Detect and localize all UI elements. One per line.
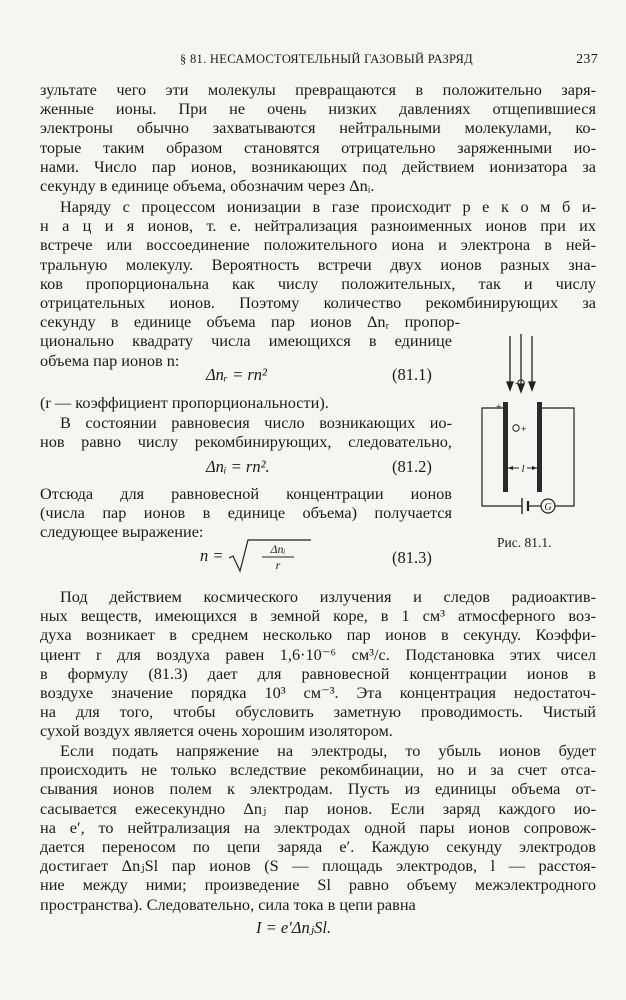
left-electrode <box>503 402 508 492</box>
svg-text:-: - <box>515 378 518 388</box>
text-line: дается переносом по цепи заряда e′. Каждую секунду электродов <box>40 836 596 856</box>
figure-caption: Рис. 81.1. <box>497 535 552 550</box>
text-line: отрицательных ионов. Поэтому количество рекомбинирующих за <box>40 292 596 312</box>
text-line: Наряду с процессом ионизации в газе происходит р е к о м б и- <box>60 197 596 216</box>
equation-current: I = e′ΔnⱼSl. <box>256 918 332 937</box>
dimension-label: l <box>521 463 525 475</box>
text-line: Отсюда для равновесной концентрации ионов <box>40 484 452 503</box>
text-line: сухой воздух является очень хорошим изолятором. <box>40 721 393 741</box>
text-line: в формулу (81.3) дает для равновесной концентрации ионов в <box>40 663 596 683</box>
paragraph-4 <box>40 484 452 542</box>
text-line: нами. Число пар ионов, возникающих под действием ионизатора за <box>40 156 596 176</box>
text-line: (числа пар ионов в единице объема) получается <box>40 503 452 523</box>
figure-81-1 <box>478 332 598 522</box>
minus-sign: − <box>550 403 557 415</box>
sqrt-symbol <box>228 538 312 574</box>
eq-lhs: Δnᵢ <box>206 457 227 476</box>
text-line: торые таким образом становятся отрицательно заряженными ио- <box>40 137 596 157</box>
paragraph-3 <box>40 413 452 451</box>
eq-rhs: = rn² <box>232 365 268 384</box>
text-line: Под действием космического излучения и следов радиоактив- <box>60 587 596 606</box>
wire-left <box>482 408 525 506</box>
text-line: встрече или воссоединение положительного иона и электрона в ней- <box>40 235 596 255</box>
equation-81-1 <box>206 365 267 385</box>
paragraph-5 <box>40 587 596 741</box>
text-line: В состоянии равновесия число возникающих ио- <box>60 413 452 432</box>
text-line: секунду в единице объема пар ионов Δnᵣ пропор- <box>40 312 460 332</box>
fraction-numerator: Δnᵢ <box>270 542 286 556</box>
text-line: ков пропорциональна как числу положительных, так и числу <box>40 273 596 293</box>
equation-81-2 <box>206 457 270 477</box>
eq-lhs: Δnᵣ <box>206 365 228 384</box>
svg-text:+: + <box>521 424 527 434</box>
text-line: (r — коэффициент пропорциональности). <box>40 393 329 412</box>
text-line: на e′, то нейтрализация на электродах одной пары ионов сопровож- <box>40 817 596 837</box>
page-number: 237 <box>576 52 598 67</box>
plus-sign: + <box>496 402 502 413</box>
text-line: пространства). Следовательно, сила тока в цепи равна <box>40 894 416 914</box>
text-line: циент r для воздуха равен 1,6·10⁻⁶ см³/с. Подстановка этих чисел <box>40 644 596 664</box>
eq-lhs: n = <box>200 546 224 565</box>
note-line <box>40 393 460 412</box>
text-line: зультате чего эти молекулы превращаются в положительно заря- <box>40 80 596 99</box>
paragraph-6 <box>40 741 596 914</box>
wire-right <box>542 408 574 506</box>
text-line: следующее выражение: <box>40 522 204 542</box>
equation-number: (81.3) <box>392 548 432 567</box>
equation-number: (81.2) <box>392 457 432 476</box>
radiation-arrows <box>507 334 535 392</box>
text-line: электроны обычно захватываются нейтральными молекулами, ко- <box>40 118 596 138</box>
equation-number: (81.1) <box>392 365 432 384</box>
ionization-chamber-diagram <box>478 332 598 522</box>
paragraph-1 <box>40 80 596 195</box>
text-line: происходить не только вследствие рекомбинации, но и за счет отса- <box>40 760 596 780</box>
text-line: Если подать напряжение на электроды, то убыль ионов будет <box>60 741 596 760</box>
text-line: ционально квадрату числа имеющихся в единице <box>40 331 452 351</box>
text-line: тральную молекулу. Вероятность встречи двух ионов разных зна- <box>40 254 596 274</box>
text-line: секунду в единице объема, обозначим через Δnᵢ. <box>40 175 375 195</box>
text-line: достигает ΔnⱼSl пар ионов (S — площадь электродов, l — расстоя- <box>40 856 596 876</box>
text-line: женные ионы. При не очень низких давлениях отщепившиеся <box>40 99 596 119</box>
galvanometer-label: G <box>544 502 552 513</box>
text-line: объема пар ионов n: <box>40 350 180 370</box>
text-line: на для того, чтобы обусловить заметную проводимость. Чистый <box>40 702 596 722</box>
text-line: сывания ионов полем к электродам. Пусть из единицы объема от- <box>40 779 596 799</box>
text-line: нов равно числу рекомбинирующих, следовательно, <box>40 432 452 452</box>
equation-81-3 <box>200 538 312 574</box>
text-line: н а ц и я ионов, т. е. нейтрализация разноименных ионов при их <box>40 216 596 236</box>
text-line: ных веществ, имеющихся в земной коре, в 1 см³ атмосферного воз- <box>40 606 596 626</box>
text-line: сасывается ежесекундно Δnⱼ пар ионов. Если заряд каждого ио- <box>40 798 596 818</box>
text-line: воздухе значение порядка 10³ см⁻³. Эта концентрация недостаточ- <box>40 682 596 702</box>
right-electrode <box>537 402 542 492</box>
header-title: § 81. НЕСАМОСТОЯТЕЛЬНЫЙ ГАЗОВЫЙ РАЗРЯД <box>180 52 473 66</box>
eq-rhs: = rn². <box>230 457 270 476</box>
fraction-denominator: r <box>275 558 280 572</box>
text-line: ние между ними; произведение Sl равно объему межэлектродного <box>40 875 596 895</box>
text-line: духа возникает в среднем несколько пар ионов в секунду. Коэффи- <box>40 625 596 645</box>
